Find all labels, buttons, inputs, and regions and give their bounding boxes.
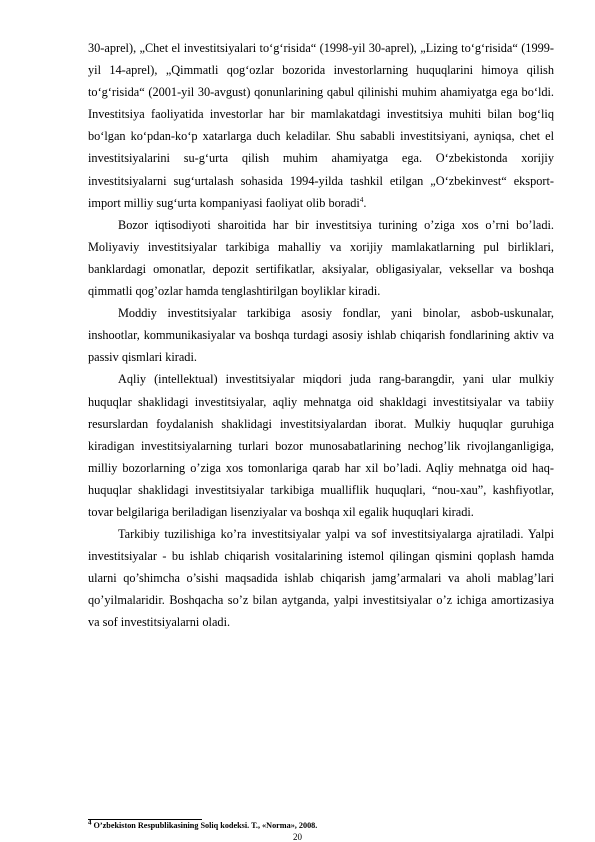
footnote-reference[interactable]: 4 bbox=[359, 195, 364, 204]
paragraph-4: Aqliy (intellektual) investitsiyalar miqdori juda rang-barangdir, yani ular mulkiy huquqlar shaklidagi investitsiyalar, aqliy mehnatga oid shakldagi investitsiyalar va tabiiy resurslardan foydalanish shaklidagi investitsiyalardan iborat. Mulkiy huquqlar guruhiga kiradigan investitsiyalarning turlari bozor munosabatlarining nechog’lik rivojlanganligiga, milliy bozorlarning o’ziga xos tomonlariga qarab har xil bo’ladi. Aqliy mehnatga oid haq-huquqlar shaklidagi investitsiyalar tarkibiga mualliflik huquqlari, “nou-xau”, kashfiyotlar, tovar belgilariga beriladigan lisenziyalar va boshqa xil egalik huquqlari kiradi. bbox=[88, 372, 554, 519]
paragraph-2: Bozor iqtisodiyoti sharoitida har bir investitsiya turining o’ziga xos o’rni bo’ladi. Moliyaviy investitsiyalar tarkibiga mahalliy va xorijiy mamlakatlarning pul birliklari, banklardagi omonatlar, depozit sertifikatlar, aksiyalar, obligasiyalar, veksellar va boshqa qimmatli qog’ozlar hamda tenglashtirilgan boyliklar kiradi. bbox=[88, 217, 554, 299]
footnote-number: 4 bbox=[88, 818, 92, 827]
footnote-divider bbox=[88, 819, 202, 820]
body-text bbox=[88, 37, 554, 634]
footnote-text: O’zbekiston Respublikasining Soliq kodeksi. T., «Norma», 2008. bbox=[93, 821, 318, 830]
paragraph-1 bbox=[88, 37, 554, 214]
footnote bbox=[88, 818, 554, 831]
page-number: 20 bbox=[293, 832, 302, 842]
paragraph-1-trailing: . bbox=[363, 195, 367, 210]
paragraph-1-text: 30-aprel), „Chet el investitsiyalari to‘g‘risida“ (1998-yil 30-aprel), „Lizing to‘g‘risida“ (1999-yil 14-aprel), „Qimmatli qog‘ozlar bozorida investorlarning huquqlarini himoya qilish to‘g‘risida“ (2001-yil 30-avgust) qonunlarining qabul qilinishi muhim ahamiyatga ega bo‘ldi. Investitsiya faoliyatida investorlar har bir mamlakatdagi investitsiya muhiti bilan bog‘liq bo‘lgan ko‘pdan-ko‘p xatarlarga duch keladilar. Shu sababli investitsiyani, ayniqsa, chet el investitsiyalarini su-g‘urta qilish muhim ahamiyatga ega. O‘zbekistonda xorijiy investitsiyalarni sug‘urtalash sohasida 1994-yilda tashkil etilgan „O‘zbekinvest“ eksport-import milliy sug‘urta kompaniyasi faoliyat olib boradi bbox=[88, 41, 554, 210]
paragraph-3: Moddiy investitsiyalar tarkibiga asosiy fondlar, yani binolar, asbob-uskunalar, inshootlar, kommunikasiyalar va boshqa turdagi asosiy ishlab chiqarish fondlarining aktiv va passiv qismlari kiradi. bbox=[88, 306, 554, 365]
paragraph-5: Tarkibiy tuzilishiga ko’ra investitsiyalar yalpi va sof investitsiyalarga ajratiladi. Yalpi investitsiyalar - bu ishlab chiqarish vositalarining istemol qilingan qismini qoplash hamda ularni qo’shimcha o’sishi maqsadida ishlab chiqarish jamg’armalari va aholi mablag’lari qo’yilmalaridir. Boshqacha so’z bilan aytganda, yalpi investitsiyalar o’z ichiga amortizasiya va sof investitsiyalarni oladi. bbox=[88, 527, 554, 630]
